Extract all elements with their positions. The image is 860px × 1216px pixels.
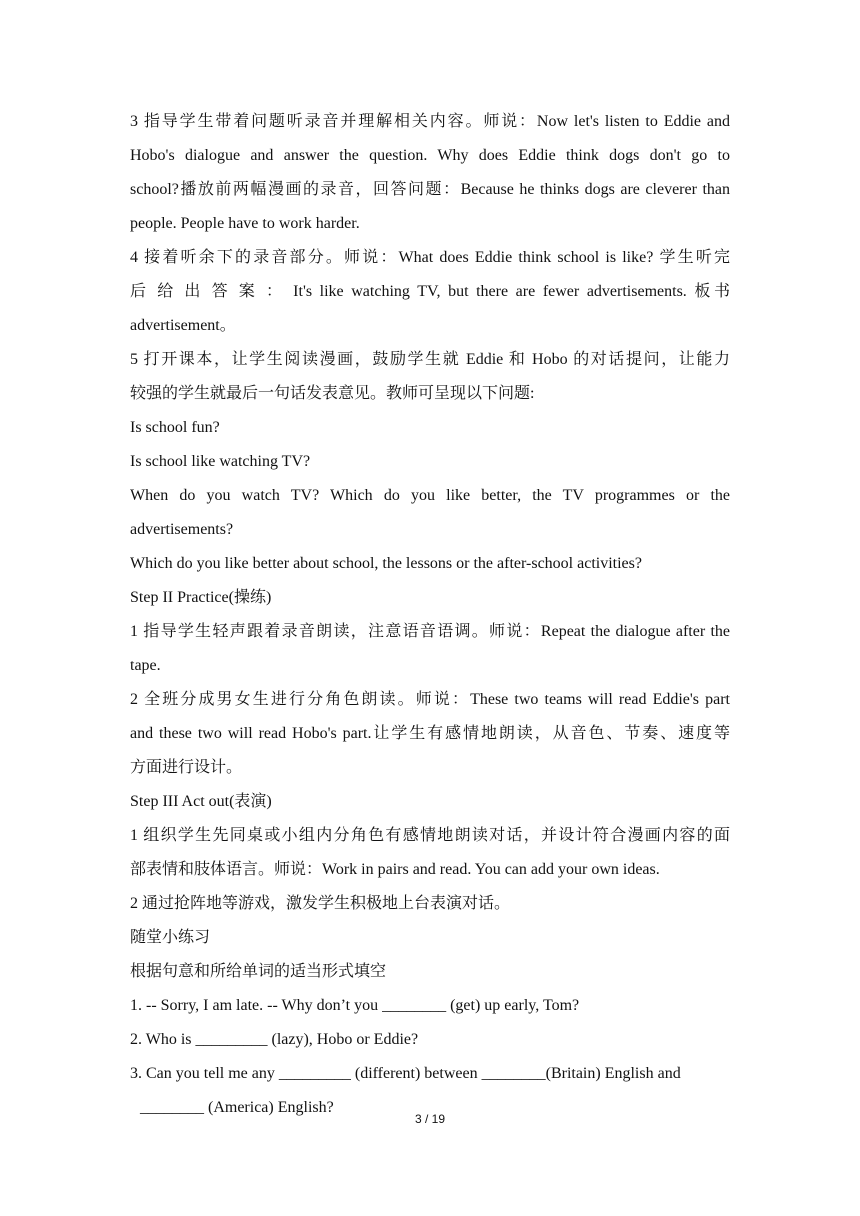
text-line: 2 通过抢阵地等游戏，激发学生积极地上台表演对话。 [130,895,511,912]
section-heading: 随堂小练习 [130,929,211,946]
exercise-item: 3. Can you tell me any _________ (different) between ________(Britain) English and [130,1065,681,1082]
text-line: When do you watch TV? Which do you like better, the TV programmes or the [130,487,730,504]
text-line: school?播放前两幅漫画的录音，回答问题：Because he thinks dogs are cleverer than [130,181,730,198]
document-body [130,108,730,1128]
instruction-line: 根据句意和所给单词的适当形式填空 [130,963,387,980]
step-heading: Step II Practice(操练) [130,589,272,606]
text-line: 1 组织学生先同桌或小组内分角色有感情地朗读对话，并设计符合漫画内容的面 [130,827,730,844]
text-line: 4 接着听余下的录音部分。师说：What does Eddie think school is like? 学生听完 [130,249,730,266]
text-line: people. People have to work harder. [130,215,360,232]
text-line: 1 指导学生轻声跟着录音朗读，注意语音语调。师说：Repeat the dialogue after the [130,623,730,640]
text-line: 5 打开课本，让学生阅读漫画，鼓励学生就 Eddie 和 Hobo 的对话提问，让能力 [130,351,730,368]
exercise-item: ________ (America) English? [140,1099,334,1116]
text-line: advertisements? [130,521,234,538]
text-line: tape. [130,657,161,674]
text-line: advertisement。 [130,317,236,334]
page-number: 3 / 19 [414,1112,446,1126]
text-line: 2 全班分成男女生进行分角色朗读。师说：These two teams will read Eddie's part [130,691,730,708]
text-line: and these two will read Hobo's part.让学生有感情地朗读，从音色、节奏、速度等 [130,725,730,742]
text-line: 部表情和肢体语言。师说：Work in pairs and read. You can add your own ideas. [130,861,660,878]
text-line: 后 给 出 答 案 ： It's like watching TV, but there are fewer advertisements. 板书 [130,283,730,300]
text-line: Is school fun? [130,419,220,436]
text-line: Which do you like better about school, the lessons or the after-school activities? [130,555,642,572]
text-line: 3 指导学生带着问题听录音并理解相关内容。师说：Now let's listen to Eddie and [130,113,730,130]
text-line: 较强的学生就最后一句话发表意见。教师可呈现以下问题: [130,385,535,402]
text-line: 方面进行设计。 [130,759,243,776]
exercise-item: 2. Who is _________ (lazy), Hobo or Eddie? [130,1031,419,1048]
text-line: Hobo's dialogue and answer the question. Why does Eddie think dogs don't go to [130,147,730,164]
text-line: Is school like watching TV? [130,453,311,470]
exercise-item: 1. -- Sorry, I am late. -- Why don’t you ________ (get) up early, Tom? [130,997,580,1014]
step-heading: Step III Act out(表演) [130,793,272,810]
